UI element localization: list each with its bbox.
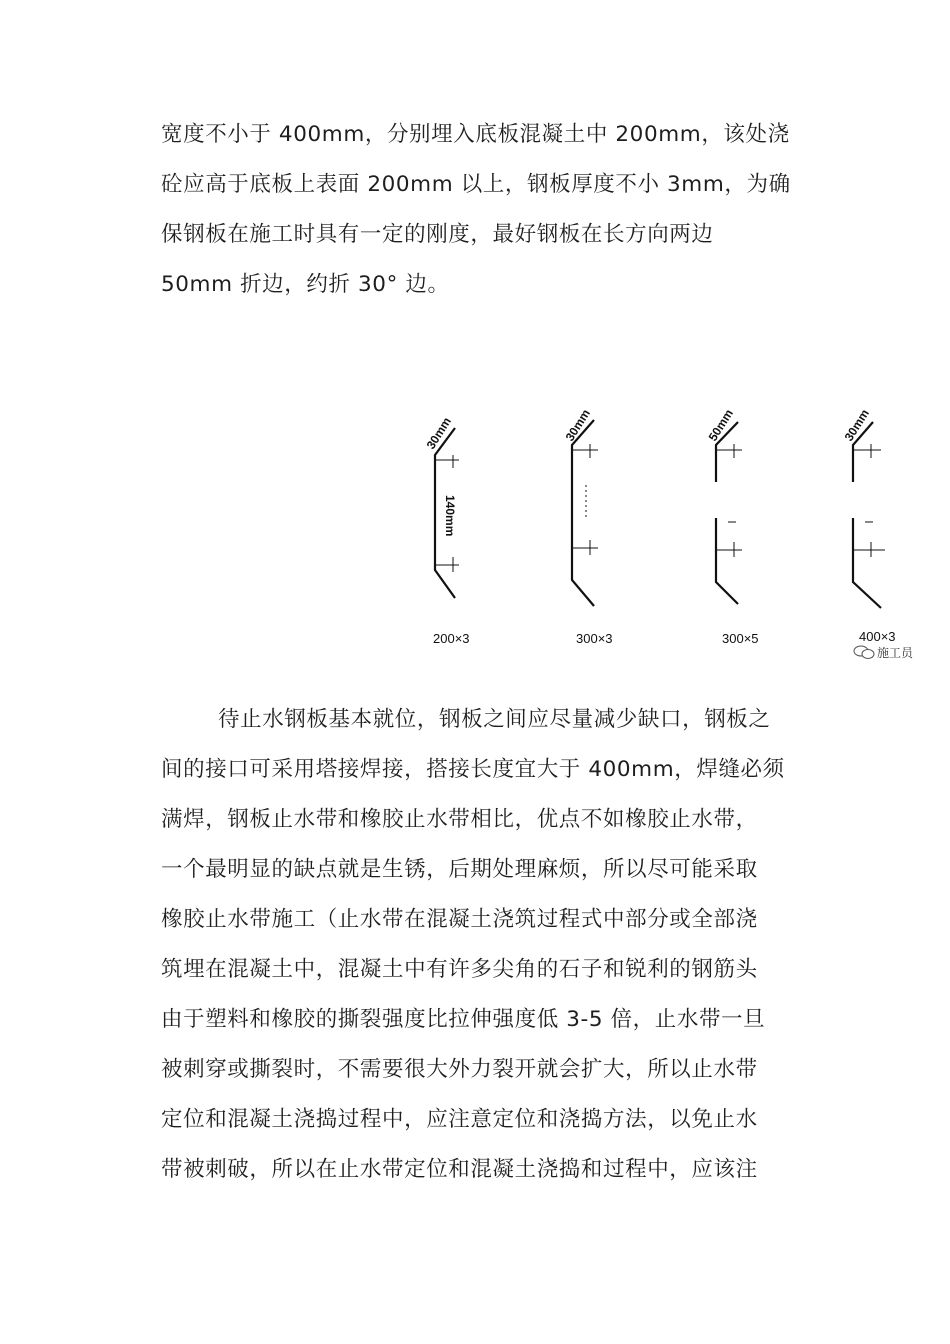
plate-diagram-3 [706, 407, 759, 646]
text-line: 定位和混凝土浇捣过程中，应注意定位和浇捣方法，以免止水 [161, 1107, 758, 1132]
paragraph-2 [161, 695, 787, 1195]
size-label-4: 400×3 [859, 629, 896, 644]
text-line: 50mm 折边，约折 30° 边。 [161, 272, 450, 297]
size-label-3: 300×5 [722, 631, 759, 646]
text-line: 宽度不小于 400mm，分别埋入底板混凝土中 200mm，该处浇 [161, 122, 790, 147]
text-line: 砼应高于底板上表面 200mm 以上，钢板厚度不小 3mm，为确 [161, 172, 791, 197]
paragraph-1 [161, 110, 791, 310]
fold-label-1: 30mm [423, 414, 454, 452]
watermark [854, 646, 914, 660]
text-line: 待止水钢板基本就位，钢板之间应尽量减少缺口，钢板之 [218, 707, 771, 732]
wechat-icon [854, 646, 874, 659]
text-line: 间的接口可采用塔接焊接，搭接长度宜大于 400mm，焊缝必须 [161, 757, 785, 782]
height-label-1: 140mm [443, 495, 457, 537]
fold-label-2: 30mm [562, 406, 593, 444]
text-line: 筑埋在混凝土中，混凝土中有许多尖角的石子和锐利的钢筋头 [161, 957, 758, 982]
fold-label-4: 30mm [841, 406, 872, 444]
plate-diagram-1 [424, 415, 470, 646]
text-line: 一个最明显的缺点就是生锈，后期处理麻烦，所以尽可能采取 [161, 857, 758, 882]
text-line: 被刺穿或撕裂时，不需要很大外力裂开就会扩大，所以止水带 [161, 1057, 758, 1082]
size-label-2: 300×3 [576, 631, 613, 646]
watermark-text: 施工员 [877, 646, 914, 660]
text-line: 橡胶止水带施工（止水带在混凝土浇筑过程式中部分或全部浇 [161, 907, 758, 932]
waterstop-plate-figure [405, 400, 925, 670]
fold-label-3: 50mm [705, 406, 736, 444]
text-line: 满焊，钢板止水带和橡胶止水带相比，优点不如橡胶止水带， [161, 807, 758, 832]
size-label-1: 200×3 [433, 631, 470, 646]
text-line: 由于塑料和橡胶的撕裂强度比拉伸强度低 3-5 倍，止水带一旦 [161, 1007, 766, 1032]
plate-diagrams [405, 400, 925, 670]
plate-diagram-4 [842, 407, 896, 644]
text-line: 保钢板在施工时具有一定的刚度，最好钢板在长方向两边 [161, 222, 714, 247]
text-line: 带被刺破，所以在止水带定位和混凝土浇捣和过程中，应该注 [161, 1157, 758, 1182]
plate-diagram-2 [563, 407, 613, 646]
